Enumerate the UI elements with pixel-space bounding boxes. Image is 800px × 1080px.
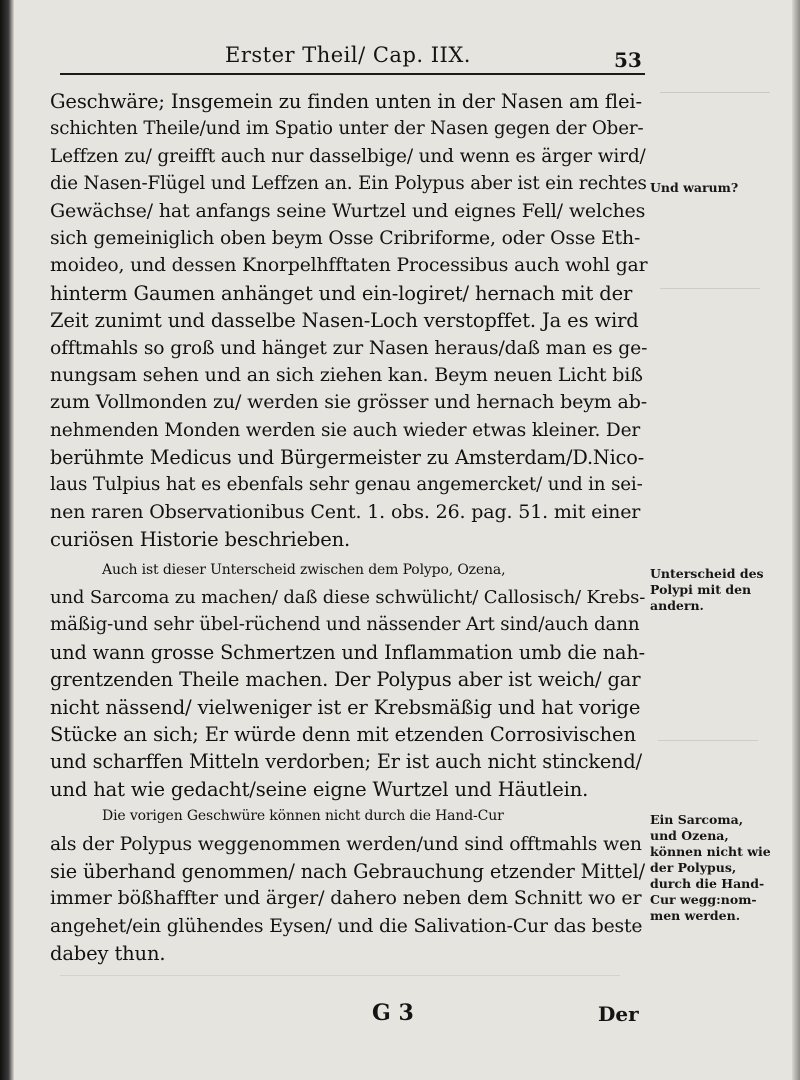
header-rule bbox=[60, 73, 645, 75]
text-line: angehet/ein glühendes Eysen/ und die Salivation-Cur das beste bbox=[50, 915, 643, 937]
text-line: nungsam sehen und an sich ziehen kan. Beym neuen Licht biß bbox=[50, 363, 643, 386]
signature-mark: G 3 bbox=[372, 1000, 414, 1026]
margin-note-line: Und warum? bbox=[650, 180, 739, 195]
text-line: moideo, und dessen Knorpelhfftaten Processibus auch wohl gar bbox=[50, 255, 648, 277]
text-line: nehmenden Monden werden sie auch wieder etwas kleiner. Der bbox=[50, 419, 641, 441]
text-line: Stücke an sich; Er würde denn mit etzenden Corrosivischen bbox=[50, 722, 636, 746]
text-line: berühmte Medicus und Bürgermeister zu Amsterdam/D.Nico- bbox=[50, 446, 645, 470]
text-line: laus Tulpius hat es ebenfals sehr genau angemercket/ und in sei- bbox=[50, 474, 643, 496]
text-line: hinterm Gaumen anhänget und ein-logiret/ hernach mit der bbox=[50, 281, 633, 305]
text-line: Leffzen zu/ greifft auch nur dasselbige/ und wenn es ärger wird/ bbox=[50, 145, 646, 167]
margin-note-line: können nicht wie bbox=[650, 844, 771, 859]
margin-note-line: Polypi mit den bbox=[650, 582, 752, 597]
text-line: die Nasen-Flügel und Leffzen an. Ein Polypus aber ist ein rechtes bbox=[50, 173, 647, 195]
margin-note-line: durch die Hand- bbox=[650, 876, 765, 891]
page-number: 53 bbox=[614, 48, 642, 72]
bleed-through-mark bbox=[660, 92, 770, 153]
text-line: und scharffen Mitteln verdorben; Er ist auch nicht stinckend/ bbox=[50, 750, 642, 774]
body-text bbox=[50, 88, 648, 968]
text-line: und Sarcoma zu machen/ daß diese schwülicht/ Callosisch/ Krebs- bbox=[50, 587, 646, 609]
text-line: Zeit zunimt und dasselbe Nasen-Loch verstopffet. Ja es wird bbox=[50, 309, 639, 333]
bleed-through-mark bbox=[60, 975, 620, 1000]
text-line: Geschwäre; Insgemein zu finden unten in der Nasen am flei- bbox=[50, 90, 642, 113]
catchword: Der bbox=[598, 1002, 639, 1026]
margin-note-line: Unterscheid des bbox=[650, 566, 764, 581]
text-line: und wann grosse Schmertzen und Inflammation umb die nah- bbox=[50, 640, 645, 664]
text-line: Die vorigen Geschwüre können nicht durch die Hand-Cur bbox=[102, 808, 504, 825]
margin-note-sarcoma bbox=[650, 812, 790, 924]
margin-note-line: und Ozena, bbox=[650, 828, 729, 843]
margin-note-und-warum bbox=[650, 180, 790, 196]
margin-note-line: der Polypus, bbox=[650, 860, 737, 875]
text-line: und hat wie gedacht/seine eigne Wurtzel und Häutlein. bbox=[50, 777, 589, 801]
text-line: Gewächse/ hat anfangs seine Wurtzel und eignes Fell/ welches bbox=[50, 199, 646, 222]
text-line: grentzenden Theile machen. Der Polypus aber ist weich/ gar bbox=[50, 668, 641, 692]
text-line: nen raren Observationibus Cent. 1. obs. 26. pag. 51. mit einer bbox=[50, 500, 641, 523]
margin-note-line: Cur wegg:nom- bbox=[650, 892, 757, 907]
margin-note-line: men werden. bbox=[650, 908, 741, 923]
bleed-through-mark bbox=[658, 740, 758, 797]
margin-note-line: Ein Sarcoma, bbox=[650, 812, 744, 827]
scan-edge-left bbox=[0, 0, 14, 1080]
text-line: offtmahls so groß und hänget zur Nasen heraus/daß man es ge- bbox=[50, 337, 648, 359]
running-title: Erster Theil/ Cap. IIX. bbox=[225, 43, 471, 67]
scan-edge-right bbox=[792, 0, 800, 1080]
text-line: nicht nässend/ vielweniger ist er Krebsmäßig und hat vorige bbox=[50, 695, 641, 719]
text-line: sie überhand genommen/ nach Gebrauchung etzender Mittel/ bbox=[50, 859, 646, 883]
bleed-through-mark bbox=[660, 288, 760, 323]
text-line: schichten Theile/und im Spatio unter der Nasen gegen der Ober- bbox=[50, 118, 644, 140]
text-line: mäßig-und sehr übel-rüchend und nässender Art sind/auch dann bbox=[50, 614, 640, 636]
text-line: curiösen Historie beschrieben. bbox=[50, 528, 351, 552]
margin-note-line: andern. bbox=[650, 598, 704, 613]
text-line: als der Polypus weggenommen werden/und sind offtmahls wen bbox=[50, 833, 642, 855]
text-line: sich gemeiniglich oben beym Osse Cribriforme, oder Osse Eth- bbox=[50, 227, 641, 249]
text-line: dabey thun. bbox=[50, 942, 166, 966]
margin-note-unterscheid bbox=[650, 566, 790, 614]
text-line: immer bößhaffter und ärger/ dahero neben dem Schnitt wo er bbox=[50, 887, 642, 910]
text-line: zum Vollmonden zu/ werden sie grösser und hernach beym ab- bbox=[50, 391, 647, 414]
text-line: Auch ist dieser Unterscheid zwischen dem Polypo, Ozena, bbox=[102, 561, 506, 578]
